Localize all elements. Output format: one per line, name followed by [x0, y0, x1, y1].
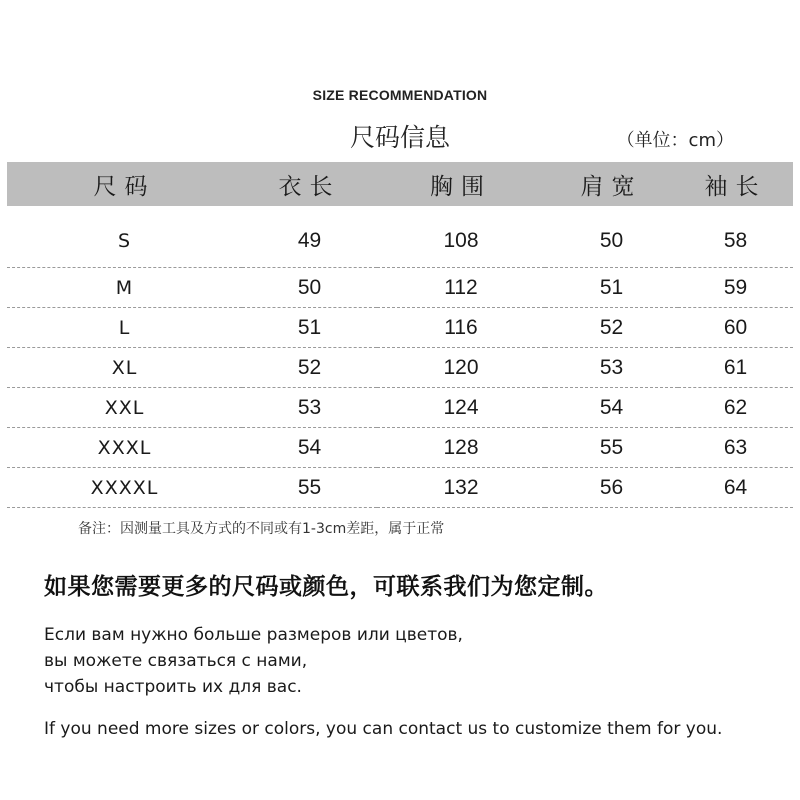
length-cell: 49 — [242, 206, 377, 268]
table-row — [7, 468, 793, 508]
sleeve-cell: 61 — [678, 348, 793, 388]
russian-line: вы можете связаться с нами, — [44, 651, 308, 671]
chest-cell: 108 — [377, 206, 545, 268]
chest-cell: 120 — [377, 348, 545, 388]
length-cell: 50 — [242, 268, 377, 308]
table-row — [7, 308, 793, 348]
chest-cell: 116 — [377, 308, 545, 348]
sleeve-cell: 62 — [678, 388, 793, 428]
length-cell: 55 — [242, 468, 377, 508]
sleeve-cell: 63 — [678, 428, 793, 468]
table-row — [7, 348, 793, 388]
size-info-title: 尺码信息 — [349, 123, 450, 152]
header-sleeve: 袖长 — [678, 162, 793, 206]
sleeve-cell: 64 — [678, 468, 793, 508]
size-recommendation-heading: SIZE RECOMMENDATION — [312, 87, 488, 103]
size-cell: S — [7, 206, 242, 268]
chest-cell: 112 — [377, 268, 545, 308]
contact-message-chinese: 如果您需要更多的尺码或颜色，可联系我们为您定制。 — [44, 574, 608, 600]
shoulder-cell: 56 — [545, 468, 678, 508]
shoulder-cell: 53 — [545, 348, 678, 388]
shoulder-cell: 52 — [545, 308, 678, 348]
table-header-row — [7, 162, 793, 206]
chest-cell: 128 — [377, 428, 545, 468]
sleeve-cell: 60 — [678, 308, 793, 348]
header-shoulder: 肩宽 — [545, 162, 678, 206]
size-cell: M — [7, 268, 242, 308]
title-row — [0, 118, 800, 154]
shoulder-cell: 51 — [545, 268, 678, 308]
table-row — [7, 268, 793, 308]
header-chest: 胸围 — [377, 162, 545, 206]
table-row — [7, 206, 793, 268]
length-cell: 53 — [242, 388, 377, 428]
size-cell: XXXL — [7, 428, 242, 468]
measurement-note: 备注：因测量工具及方式的不同或有1-3cm差距，属于正常 — [78, 521, 445, 537]
sleeve-cell: 59 — [678, 268, 793, 308]
length-cell: 54 — [242, 428, 377, 468]
size-cell: L — [7, 308, 242, 348]
russian-line: чтобы настроить их для вас. — [44, 677, 302, 697]
shoulder-cell: 50 — [545, 206, 678, 268]
size-table — [7, 162, 793, 508]
chest-cell: 132 — [377, 468, 545, 508]
sleeve-cell: 58 — [678, 206, 793, 268]
length-cell: 52 — [242, 348, 377, 388]
header-length: 衣长 — [242, 162, 377, 206]
length-cell: 51 — [242, 308, 377, 348]
shoulder-cell: 54 — [545, 388, 678, 428]
size-cell: XXXXL — [7, 468, 242, 508]
shoulder-cell: 55 — [545, 428, 678, 468]
size-cell: XL — [7, 348, 242, 388]
chest-cell: 124 — [377, 388, 545, 428]
size-cell: XXL — [7, 388, 242, 428]
header-size: 尺码 — [7, 162, 242, 206]
contact-message-russian — [44, 622, 463, 700]
table-row — [7, 388, 793, 428]
russian-line: Если вам нужно больше размеров или цветов, — [44, 625, 463, 645]
contact-message-english: If you need more sizes or colors, you can contact us to customize them for you. — [44, 719, 723, 739]
unit-label: （单位：cm） — [616, 130, 734, 151]
table-row — [7, 428, 793, 468]
